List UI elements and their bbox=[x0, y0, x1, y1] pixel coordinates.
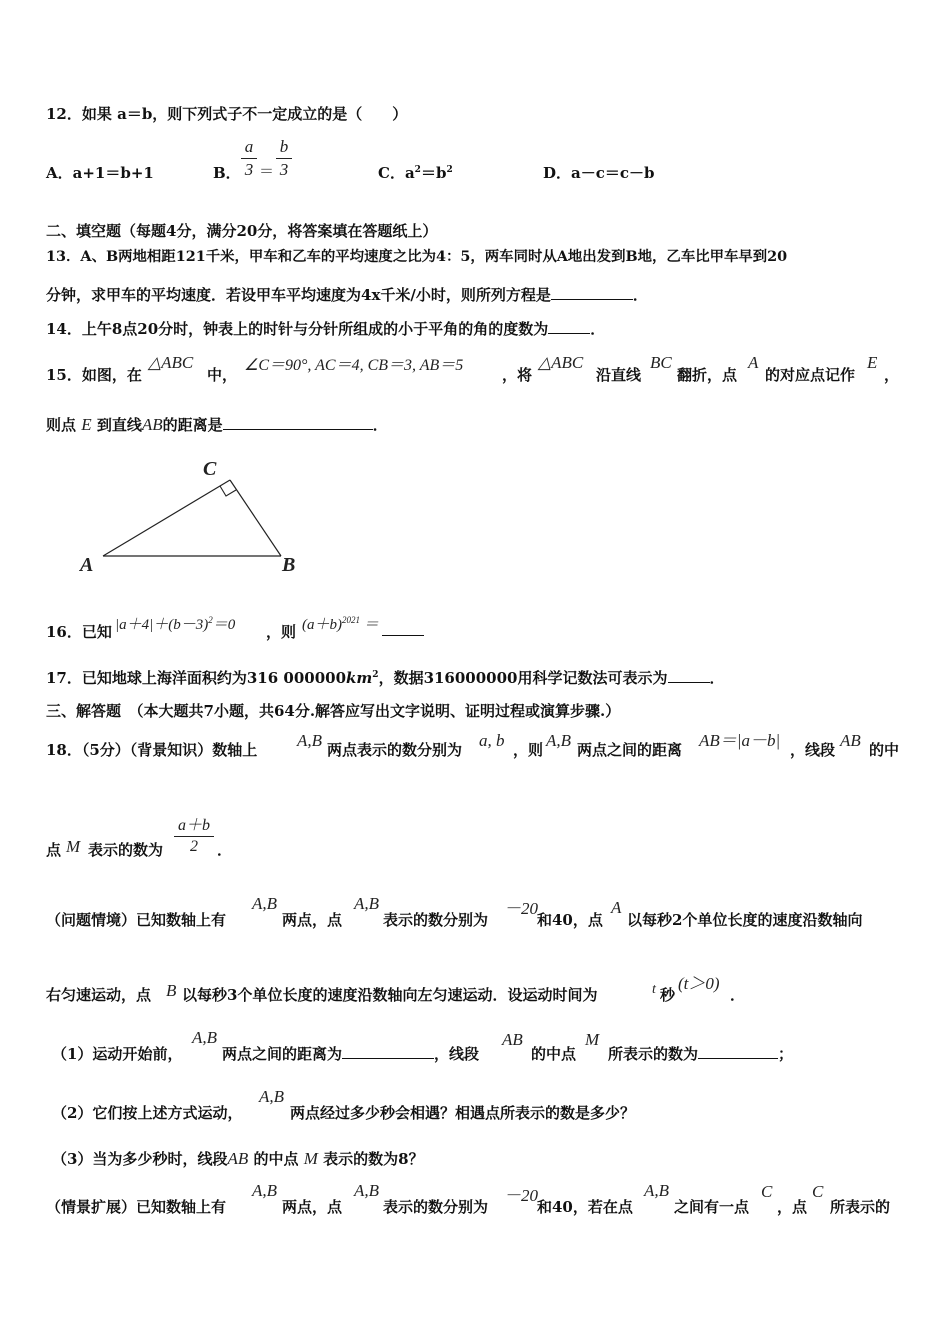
side-cb bbox=[230, 480, 281, 556]
q18-p2-c: 以每秒3个单位长度的速度沿数轴向左匀速运动．设运动时间为 bbox=[182, 986, 598, 1004]
q18-l1-ab3: AB bbox=[840, 731, 861, 750]
q15-bc: BC bbox=[650, 353, 672, 372]
q18-p2-t: t bbox=[652, 982, 656, 997]
q18-e-c2: C bbox=[812, 1182, 824, 1201]
q15-p5: 翻折，点 bbox=[677, 366, 738, 384]
q18-s1-d: 的中点 bbox=[531, 1045, 577, 1063]
q18-p-ab: A,B bbox=[252, 894, 278, 913]
q18-e-b: 两点，点 bbox=[282, 1198, 343, 1216]
q18-p-a: （问题情境）已知数轴上有 bbox=[46, 911, 227, 929]
q18-s2-a: （2）它们按上述方式运动， bbox=[52, 1104, 243, 1122]
q12-option-a: A．a+1＝b+1 bbox=[46, 164, 154, 182]
q15-triangle-2: △ABC bbox=[538, 353, 584, 372]
q15-line2: 则点 E 到直线AB的距离是 ． bbox=[46, 415, 388, 434]
q15-p4: 沿直线 bbox=[596, 366, 642, 384]
q18-e-g: 所表示的 bbox=[830, 1198, 891, 1216]
q18-s1-b: 两点之间的距离为 ，线段 bbox=[222, 1045, 480, 1063]
q18-p-ab2: A,B bbox=[354, 894, 380, 913]
q18-s1-a: （1）运动开始前， bbox=[52, 1045, 183, 1063]
q18-p-a2: A bbox=[611, 898, 622, 917]
q15-p1: 15．如图，在 bbox=[46, 366, 142, 384]
q18-p-d: 和40，点 bbox=[537, 911, 603, 929]
q13-line2: 分钟，求甲车的平均速度．若设甲车平均速度为4x千米/小时，则所列方程是 ． bbox=[46, 286, 648, 304]
q18-e-ab2: A,B bbox=[354, 1181, 380, 1200]
label-b: B bbox=[282, 554, 296, 576]
q18-s1-ab2: AB bbox=[502, 1030, 523, 1049]
q18-midpoint-frac: a＋b 2 bbox=[174, 812, 214, 856]
q18-p-b: 两点，点 bbox=[282, 911, 343, 929]
q18-s2-ab: A,B bbox=[259, 1087, 285, 1106]
q18-e-a: （情景扩展）已知数轴上有 bbox=[46, 1198, 227, 1216]
q12-option-b-label: B． bbox=[213, 164, 241, 182]
side-ac bbox=[103, 480, 230, 556]
q16-expr: $|a+4|+(b-3)^2=0$ bbox=[115, 615, 236, 633]
q17: 17．已知地球上海洋面积约为316 $000000km^2$，数据316000000用科学记数法可表示为 ． bbox=[46, 669, 725, 687]
q16-p1: 16．已知 bbox=[46, 623, 112, 641]
q18-p2-d: 秒 bbox=[660, 986, 676, 1004]
q18-l1-ab: A,B bbox=[297, 731, 323, 750]
q12-option-c: C．$a^2=b^2$ bbox=[378, 164, 453, 182]
right-angle-mark bbox=[220, 486, 236, 496]
q18-p-c: 表示的数分别为 bbox=[383, 911, 489, 929]
q18-e-ab3: A,B bbox=[644, 1181, 670, 1200]
q18-l1-vars: a, b bbox=[479, 731, 505, 750]
q18-l1-b: 两点表示的数分别为 bbox=[327, 741, 463, 759]
q18-p2-b: B bbox=[166, 981, 177, 1000]
q18-s1-m: M bbox=[585, 1030, 600, 1049]
q15-triangle-figure bbox=[70, 450, 310, 580]
q18-l1-formula: AB＝|a－b| bbox=[699, 731, 781, 750]
label-a: A bbox=[80, 554, 94, 576]
q15-point-a: A bbox=[748, 353, 759, 372]
q18-e-e: 之间有一点 bbox=[674, 1198, 750, 1216]
q18-s2-b: 两点经过多少秒会相遇？相遇点所表示的数是多少？ bbox=[290, 1104, 636, 1122]
q14: 14．上午8点20分时，钟表上的时针与分针所组成的小于平角的角的度数为 ． bbox=[46, 320, 606, 338]
q12-option-b-frac2: b 3 bbox=[276, 137, 292, 180]
q16-expr2: $(a+b)^{2021}$ ＝ bbox=[302, 615, 379, 633]
q15-p6: 的对应点记作 bbox=[765, 366, 856, 384]
q12-option-d: D．a－c＝c－b bbox=[543, 164, 655, 182]
q18-l1-c: ，则 bbox=[513, 741, 544, 759]
q12-option-b-eq: ＝ bbox=[259, 162, 275, 180]
q18-l1-ab2: A,B bbox=[546, 731, 572, 750]
q18-e-f: ，点 bbox=[777, 1198, 808, 1216]
q18-l2-m: M bbox=[66, 837, 81, 856]
q18-l1-e: ，线段 bbox=[790, 741, 836, 759]
section2-title: 二、填空题（每题4分，满分20分，将答案填在答题纸上） bbox=[46, 222, 438, 240]
q18-e-c1: C bbox=[761, 1182, 773, 1201]
q18-p-n20: －20 bbox=[504, 899, 538, 918]
q18-p2-end: ． bbox=[730, 986, 746, 1004]
q18-e-n20: －20 bbox=[504, 1186, 538, 1205]
q16-p2: ，则 bbox=[266, 623, 297, 641]
q18-e-c: 表示的数分别为 bbox=[383, 1198, 489, 1216]
q15-p7: ， bbox=[884, 366, 900, 384]
q18-l2-b: 表示的数为 bbox=[88, 841, 164, 859]
q15-point-e: E bbox=[867, 353, 878, 372]
section3-title: 三、解答题 （本大题共7小题，共64分.解答应写出文字说明、证明过程或演算步骤.） bbox=[46, 702, 621, 720]
q18-s3: （3）当为多少秒时，线段AB 的中点 M 表示的数为8？ bbox=[52, 1149, 424, 1168]
q18-p2-cond: (t＞0) bbox=[678, 974, 720, 993]
q18-l1-a: 18．（5分）（背景知识）数轴上 bbox=[46, 741, 258, 759]
q18-p-e: 以每秒2个单位长度的速度沿数轴向 bbox=[627, 911, 863, 929]
label-c: C bbox=[203, 458, 217, 480]
q18-l2-end: ． bbox=[217, 841, 233, 859]
q12-stem: 12．如果 a＝b，则下列式子不一定成立的是（ ） bbox=[46, 105, 408, 123]
q18-e-d: 和40，若在点 bbox=[537, 1198, 633, 1216]
q15-triangle-1: △ABC bbox=[148, 353, 194, 372]
q15-p3: ，将 bbox=[502, 366, 533, 384]
q18-l2-a: 点 bbox=[46, 841, 62, 859]
q18-l1-d: 两点之间的距离 bbox=[577, 741, 683, 759]
q18-e-ab: A,B bbox=[252, 1181, 278, 1200]
q15-p2: 中， bbox=[207, 366, 238, 384]
q12-option-b-frac1: a 3 bbox=[241, 137, 257, 180]
q18-l1-f: 的中 bbox=[869, 741, 900, 759]
q18-s1-e: 所表示的数为 ； bbox=[608, 1045, 794, 1063]
q13-line1: 13．A、B两地相距121千米，甲车和乙车的平均速度之比为4：5，两车同时从A地出发到B地，乙车比甲车早到20 bbox=[46, 248, 788, 265]
q15-condition: ∠C＝90°, AC＝4, CB＝3, AB＝5 bbox=[244, 357, 464, 374]
q18-s1-ab: A,B bbox=[192, 1028, 218, 1047]
q16-answer-blank bbox=[382, 619, 424, 636]
q18-p2-a: 右匀速运动，点 bbox=[46, 986, 152, 1004]
